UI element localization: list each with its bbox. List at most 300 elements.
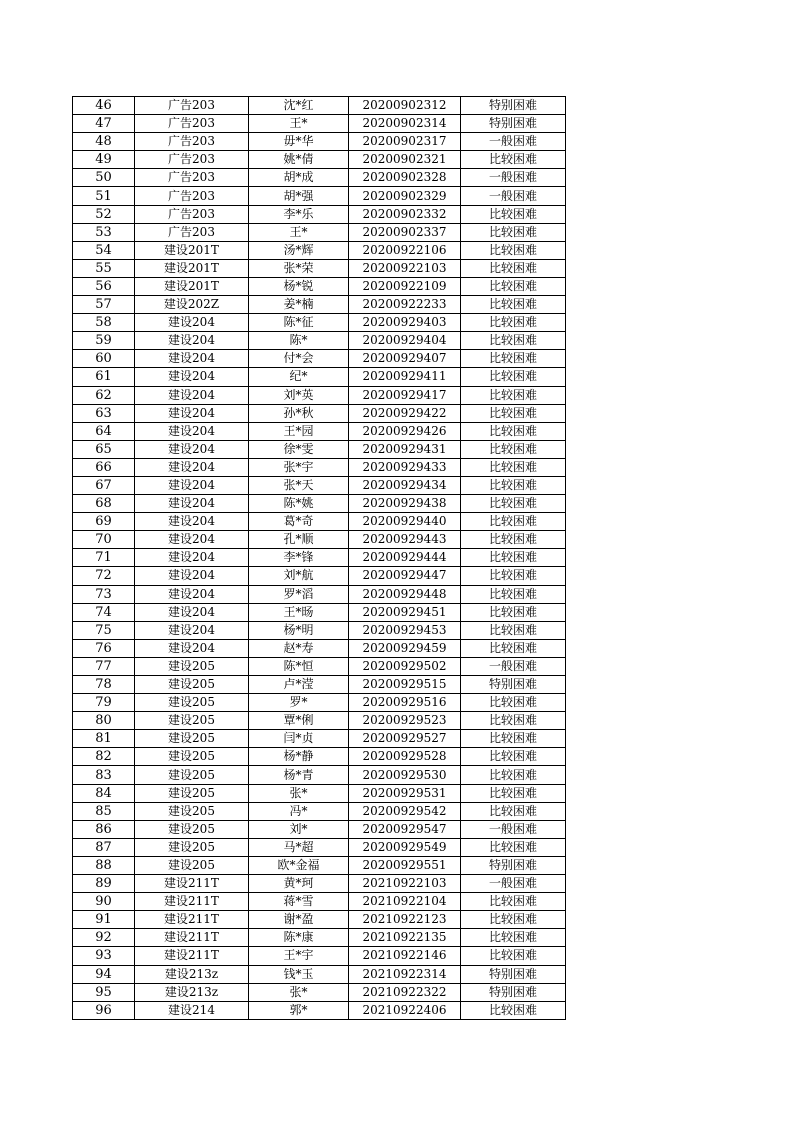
student-id-cell: 20200902312 (349, 97, 461, 115)
class-cell: 建设205 (135, 676, 249, 694)
student-id-cell: 20200922233 (349, 296, 461, 314)
row-number-cell: 71 (73, 549, 135, 567)
class-cell: 建设204 (135, 386, 249, 404)
class-cell: 建设204 (135, 639, 249, 657)
table-row (73, 495, 566, 513)
student-name-cell: 杨*锐 (249, 277, 349, 295)
hardship-level-cell: 比较困难 (461, 368, 566, 386)
student-name-cell: 徐*雯 (249, 440, 349, 458)
hardship-level-cell: 比较困难 (461, 567, 566, 585)
hardship-level-cell: 比较困难 (461, 314, 566, 332)
table-row (73, 296, 566, 314)
table-row (73, 784, 566, 802)
hardship-level-cell: 比较困难 (461, 766, 566, 784)
hardship-level-cell: 比较困难 (461, 784, 566, 802)
student-name-cell: 孙*秋 (249, 404, 349, 422)
table-row (73, 983, 566, 1001)
table-row (73, 567, 566, 585)
student-id-cell: 20200929547 (349, 820, 461, 838)
hardship-level-cell: 比较困难 (461, 296, 566, 314)
student-name-cell: 卢*滢 (249, 676, 349, 694)
student-name-cell: 汤*辉 (249, 241, 349, 259)
row-number-cell: 87 (73, 838, 135, 856)
student-name-cell: 覃*俐 (249, 712, 349, 730)
student-name-cell: 王*宇 (249, 947, 349, 965)
hardship-level-cell: 比较困难 (461, 386, 566, 404)
student-id-cell: 20200929404 (349, 332, 461, 350)
student-id-cell: 20200929542 (349, 802, 461, 820)
hardship-level-cell: 比较困难 (461, 151, 566, 169)
table-row (73, 820, 566, 838)
student-name-cell: 杨*明 (249, 621, 349, 639)
row-number-cell: 48 (73, 133, 135, 151)
student-hardship-table (72, 96, 566, 1020)
student-name-cell: 谢*盈 (249, 911, 349, 929)
table-row (73, 911, 566, 929)
student-id-cell: 20200929453 (349, 621, 461, 639)
hardship-level-cell: 特别困难 (461, 97, 566, 115)
table-row (73, 802, 566, 820)
student-name-cell: 胡*强 (249, 187, 349, 205)
hardship-level-cell: 比较困难 (461, 947, 566, 965)
table-row (73, 531, 566, 549)
table-row (73, 458, 566, 476)
table-row (73, 223, 566, 241)
hardship-level-cell: 特别困难 (461, 676, 566, 694)
class-cell: 建设204 (135, 476, 249, 494)
row-number-cell: 47 (73, 115, 135, 133)
hardship-level-cell: 比较困难 (461, 404, 566, 422)
row-number-cell: 90 (73, 893, 135, 911)
row-number-cell: 75 (73, 621, 135, 639)
student-id-cell: 20200929440 (349, 513, 461, 531)
student-id-cell: 20200929411 (349, 368, 461, 386)
hardship-level-cell: 比较困难 (461, 549, 566, 567)
class-cell: 建设205 (135, 694, 249, 712)
student-id-cell: 20200929434 (349, 476, 461, 494)
table-row (73, 133, 566, 151)
row-number-cell: 81 (73, 730, 135, 748)
student-id-cell: 20200922106 (349, 241, 461, 259)
class-cell: 建设204 (135, 350, 249, 368)
student-name-cell: 姚*倩 (249, 151, 349, 169)
student-id-cell: 20200929528 (349, 748, 461, 766)
student-name-cell: 姜*楠 (249, 296, 349, 314)
row-number-cell: 89 (73, 875, 135, 893)
class-cell: 建设205 (135, 712, 249, 730)
class-cell: 广告203 (135, 151, 249, 169)
table-row (73, 712, 566, 730)
student-id-cell: 20200922109 (349, 277, 461, 295)
hardship-level-cell: 比较困难 (461, 911, 566, 929)
row-number-cell: 70 (73, 531, 135, 549)
row-number-cell: 84 (73, 784, 135, 802)
table-row (73, 965, 566, 983)
class-cell: 建设205 (135, 784, 249, 802)
class-cell: 建设201T (135, 259, 249, 277)
student-id-cell: 20200929551 (349, 856, 461, 874)
student-name-cell: 陈*恒 (249, 657, 349, 675)
class-cell: 广告203 (135, 223, 249, 241)
class-cell: 建设204 (135, 404, 249, 422)
student-name-cell: 陈*征 (249, 314, 349, 332)
student-name-cell: 闫*贞 (249, 730, 349, 748)
table-row (73, 151, 566, 169)
student-name-cell: 赵*寿 (249, 639, 349, 657)
class-cell: 建设205 (135, 856, 249, 874)
student-name-cell: 张*荣 (249, 259, 349, 277)
class-cell: 建设204 (135, 531, 249, 549)
hardship-level-cell: 比较困难 (461, 476, 566, 494)
class-cell: 建设204 (135, 314, 249, 332)
hardship-level-cell: 比较困难 (461, 259, 566, 277)
row-number-cell: 93 (73, 947, 135, 965)
student-id-cell: 20210922135 (349, 929, 461, 947)
class-cell: 建设213z (135, 965, 249, 983)
student-name-cell: 罗* (249, 694, 349, 712)
hardship-level-cell: 比较困难 (461, 277, 566, 295)
class-cell: 建设201T (135, 241, 249, 259)
hardship-level-cell: 比较困难 (461, 838, 566, 856)
student-id-cell: 20200929502 (349, 657, 461, 675)
hardship-level-cell: 一般困难 (461, 187, 566, 205)
table-row (73, 115, 566, 133)
row-number-cell: 64 (73, 422, 135, 440)
class-cell: 建设205 (135, 802, 249, 820)
student-id-cell: 20200929403 (349, 314, 461, 332)
student-id-cell: 20210922123 (349, 911, 461, 929)
table-row (73, 476, 566, 494)
student-id-cell: 20210922146 (349, 947, 461, 965)
class-cell: 建设204 (135, 585, 249, 603)
class-cell: 广告203 (135, 205, 249, 223)
class-cell: 建设204 (135, 458, 249, 476)
student-id-cell: 20200929438 (349, 495, 461, 513)
table-row (73, 676, 566, 694)
table-row (73, 893, 566, 911)
student-name-cell: 钱*玉 (249, 965, 349, 983)
table-row (73, 386, 566, 404)
class-cell: 广告203 (135, 97, 249, 115)
student-name-cell: 葛*奇 (249, 513, 349, 531)
row-number-cell: 94 (73, 965, 135, 983)
class-cell: 建设211T (135, 893, 249, 911)
student-name-cell: 刘*航 (249, 567, 349, 585)
student-name-cell: 张*天 (249, 476, 349, 494)
table-row (73, 748, 566, 766)
student-id-cell: 20200902321 (349, 151, 461, 169)
table-row (73, 404, 566, 422)
hardship-level-cell: 比较困难 (461, 332, 566, 350)
class-cell: 建设204 (135, 368, 249, 386)
hardship-level-cell: 比较困难 (461, 241, 566, 259)
student-id-cell: 20200929422 (349, 404, 461, 422)
student-name-cell: 冯* (249, 802, 349, 820)
table-row (73, 766, 566, 784)
row-number-cell: 46 (73, 97, 135, 115)
table-row (73, 259, 566, 277)
table-body (73, 97, 566, 1020)
student-id-cell: 20200929549 (349, 838, 461, 856)
class-cell: 建设204 (135, 422, 249, 440)
table-row (73, 947, 566, 965)
class-cell: 建设204 (135, 332, 249, 350)
class-cell: 建设201T (135, 277, 249, 295)
class-cell: 广告203 (135, 133, 249, 151)
student-name-cell: 陈* (249, 332, 349, 350)
hardship-level-cell: 一般困难 (461, 169, 566, 187)
table-row (73, 440, 566, 458)
hardship-level-cell: 比较困难 (461, 350, 566, 368)
class-cell: 建设205 (135, 766, 249, 784)
row-number-cell: 79 (73, 694, 135, 712)
student-name-cell: 杨*静 (249, 748, 349, 766)
hardship-level-cell: 特别困难 (461, 965, 566, 983)
student-name-cell: 罗*滔 (249, 585, 349, 603)
student-id-cell: 20200902332 (349, 205, 461, 223)
class-cell: 建设205 (135, 730, 249, 748)
table-row (73, 838, 566, 856)
table-row (73, 332, 566, 350)
student-id-cell: 20200902317 (349, 133, 461, 151)
student-id-cell: 20200929523 (349, 712, 461, 730)
hardship-level-cell: 比较困难 (461, 621, 566, 639)
row-number-cell: 86 (73, 820, 135, 838)
hardship-level-cell: 比较困难 (461, 513, 566, 531)
student-name-cell: 王* (249, 115, 349, 133)
hardship-level-cell: 比较困难 (461, 639, 566, 657)
table-row (73, 856, 566, 874)
row-number-cell: 63 (73, 404, 135, 422)
row-number-cell: 51 (73, 187, 135, 205)
table-row (73, 549, 566, 567)
hardship-level-cell: 特别困难 (461, 983, 566, 1001)
row-number-cell: 78 (73, 676, 135, 694)
hardship-level-cell: 比较困难 (461, 893, 566, 911)
table-row (73, 513, 566, 531)
student-name-cell: 杨*青 (249, 766, 349, 784)
class-cell: 建设204 (135, 549, 249, 567)
row-number-cell: 69 (73, 513, 135, 531)
student-name-cell: 张*宇 (249, 458, 349, 476)
student-name-cell: 李*乐 (249, 205, 349, 223)
table-row (73, 368, 566, 386)
table-row (73, 422, 566, 440)
table-row (73, 1001, 566, 1019)
hardship-level-cell: 特别困难 (461, 856, 566, 874)
student-id-cell: 20200929447 (349, 567, 461, 585)
student-id-cell: 20200902329 (349, 187, 461, 205)
row-number-cell: 62 (73, 386, 135, 404)
hardship-level-cell: 一般困难 (461, 133, 566, 151)
row-number-cell: 54 (73, 241, 135, 259)
student-id-cell: 20200922103 (349, 259, 461, 277)
student-name-cell: 张* (249, 983, 349, 1001)
student-name-cell: 李*锋 (249, 549, 349, 567)
class-cell: 建设205 (135, 838, 249, 856)
row-number-cell: 50 (73, 169, 135, 187)
table-row (73, 187, 566, 205)
table-row (73, 929, 566, 947)
row-number-cell: 58 (73, 314, 135, 332)
row-number-cell: 73 (73, 585, 135, 603)
hardship-level-cell: 比较困难 (461, 205, 566, 223)
table-row (73, 730, 566, 748)
student-name-cell: 欧*金福 (249, 856, 349, 874)
hardship-level-cell: 比较困难 (461, 585, 566, 603)
student-name-cell: 沈*红 (249, 97, 349, 115)
student-name-cell: 王*旸 (249, 603, 349, 621)
table-row (73, 694, 566, 712)
class-cell: 建设204 (135, 495, 249, 513)
class-cell: 建设204 (135, 440, 249, 458)
row-number-cell: 85 (73, 802, 135, 820)
student-id-cell: 20200902337 (349, 223, 461, 241)
row-number-cell: 80 (73, 712, 135, 730)
table-row (73, 621, 566, 639)
class-cell: 广告203 (135, 169, 249, 187)
student-id-cell: 20200929516 (349, 694, 461, 712)
student-id-cell: 20200929426 (349, 422, 461, 440)
row-number-cell: 96 (73, 1001, 135, 1019)
hardship-level-cell: 比较困难 (461, 531, 566, 549)
student-name-cell: 黄*珂 (249, 875, 349, 893)
hardship-level-cell: 特别困难 (461, 115, 566, 133)
class-cell: 建设205 (135, 820, 249, 838)
table-row (73, 97, 566, 115)
student-name-cell: 刘* (249, 820, 349, 838)
row-number-cell: 53 (73, 223, 135, 241)
table-row (73, 639, 566, 657)
hardship-level-cell: 比较困难 (461, 802, 566, 820)
class-cell: 建设202Z (135, 296, 249, 314)
hardship-level-cell: 比较困难 (461, 495, 566, 513)
row-number-cell: 92 (73, 929, 135, 947)
hardship-level-cell: 比较困难 (461, 748, 566, 766)
class-cell: 广告203 (135, 115, 249, 133)
student-id-cell: 20200902328 (349, 169, 461, 187)
hardship-level-cell: 比较困难 (461, 223, 566, 241)
class-cell: 建设213z (135, 983, 249, 1001)
class-cell: 建设204 (135, 603, 249, 621)
row-number-cell: 91 (73, 911, 135, 929)
student-name-cell: 王*园 (249, 422, 349, 440)
class-cell: 建设211T (135, 875, 249, 893)
student-id-cell: 20200929530 (349, 766, 461, 784)
class-cell: 建设205 (135, 748, 249, 766)
table-row (73, 657, 566, 675)
hardship-level-cell: 比较困难 (461, 929, 566, 947)
student-id-cell: 20200929451 (349, 603, 461, 621)
student-name-cell: 陈*康 (249, 929, 349, 947)
row-number-cell: 76 (73, 639, 135, 657)
row-number-cell: 77 (73, 657, 135, 675)
student-id-cell: 20200929431 (349, 440, 461, 458)
table-row (73, 875, 566, 893)
student-name-cell: 刘*英 (249, 386, 349, 404)
table-row (73, 277, 566, 295)
student-id-cell: 20200902314 (349, 115, 461, 133)
student-name-cell: 陈*姚 (249, 495, 349, 513)
row-number-cell: 67 (73, 476, 135, 494)
row-number-cell: 57 (73, 296, 135, 314)
student-id-cell: 20200929531 (349, 784, 461, 802)
row-number-cell: 82 (73, 748, 135, 766)
student-id-cell: 20200929417 (349, 386, 461, 404)
row-number-cell: 88 (73, 856, 135, 874)
student-id-cell: 20210922322 (349, 983, 461, 1001)
hardship-level-cell: 比较困难 (461, 1001, 566, 1019)
student-name-cell: 马*超 (249, 838, 349, 856)
student-name-cell: 王* (249, 223, 349, 241)
student-id-cell: 20210922406 (349, 1001, 461, 1019)
student-id-cell: 20210922314 (349, 965, 461, 983)
student-id-cell: 20200929443 (349, 531, 461, 549)
student-id-cell: 20200929448 (349, 585, 461, 603)
student-id-cell: 20200929433 (349, 458, 461, 476)
hardship-level-cell: 比较困难 (461, 712, 566, 730)
row-number-cell: 95 (73, 983, 135, 1001)
table-row (73, 205, 566, 223)
student-name-cell: 纪* (249, 368, 349, 386)
row-number-cell: 65 (73, 440, 135, 458)
class-cell: 建设205 (135, 657, 249, 675)
student-name-cell: 蒋*雪 (249, 893, 349, 911)
table-row (73, 241, 566, 259)
student-name-cell: 孔*顺 (249, 531, 349, 549)
student-id-cell: 20210922104 (349, 893, 461, 911)
row-number-cell: 56 (73, 277, 135, 295)
row-number-cell: 49 (73, 151, 135, 169)
row-number-cell: 74 (73, 603, 135, 621)
class-cell: 建设211T (135, 947, 249, 965)
class-cell: 建设211T (135, 911, 249, 929)
student-name-cell: 付*会 (249, 350, 349, 368)
table-row (73, 603, 566, 621)
class-cell: 建设204 (135, 567, 249, 585)
student-id-cell: 20200929407 (349, 350, 461, 368)
class-cell: 建设211T (135, 929, 249, 947)
student-name-cell: 张* (249, 784, 349, 802)
row-number-cell: 52 (73, 205, 135, 223)
student-id-cell: 20200929515 (349, 676, 461, 694)
hardship-level-cell: 比较困难 (461, 603, 566, 621)
row-number-cell: 59 (73, 332, 135, 350)
row-number-cell: 68 (73, 495, 135, 513)
table-row (73, 585, 566, 603)
hardship-level-cell: 一般困难 (461, 875, 566, 893)
row-number-cell: 60 (73, 350, 135, 368)
hardship-level-cell: 比较困难 (461, 694, 566, 712)
class-cell: 建设214 (135, 1001, 249, 1019)
hardship-level-cell: 比较困难 (461, 458, 566, 476)
student-name-cell: 郭* (249, 1001, 349, 1019)
table-row (73, 169, 566, 187)
row-number-cell: 83 (73, 766, 135, 784)
class-cell: 建设204 (135, 513, 249, 531)
student-name-cell: 胡*成 (249, 169, 349, 187)
student-name-cell: 毋*华 (249, 133, 349, 151)
table-row (73, 314, 566, 332)
hardship-level-cell: 比较困难 (461, 730, 566, 748)
row-number-cell: 55 (73, 259, 135, 277)
student-id-cell: 20200929444 (349, 549, 461, 567)
hardship-level-cell: 比较困难 (461, 422, 566, 440)
student-id-cell: 20200929459 (349, 639, 461, 657)
table-row (73, 350, 566, 368)
class-cell: 广告203 (135, 187, 249, 205)
row-number-cell: 66 (73, 458, 135, 476)
